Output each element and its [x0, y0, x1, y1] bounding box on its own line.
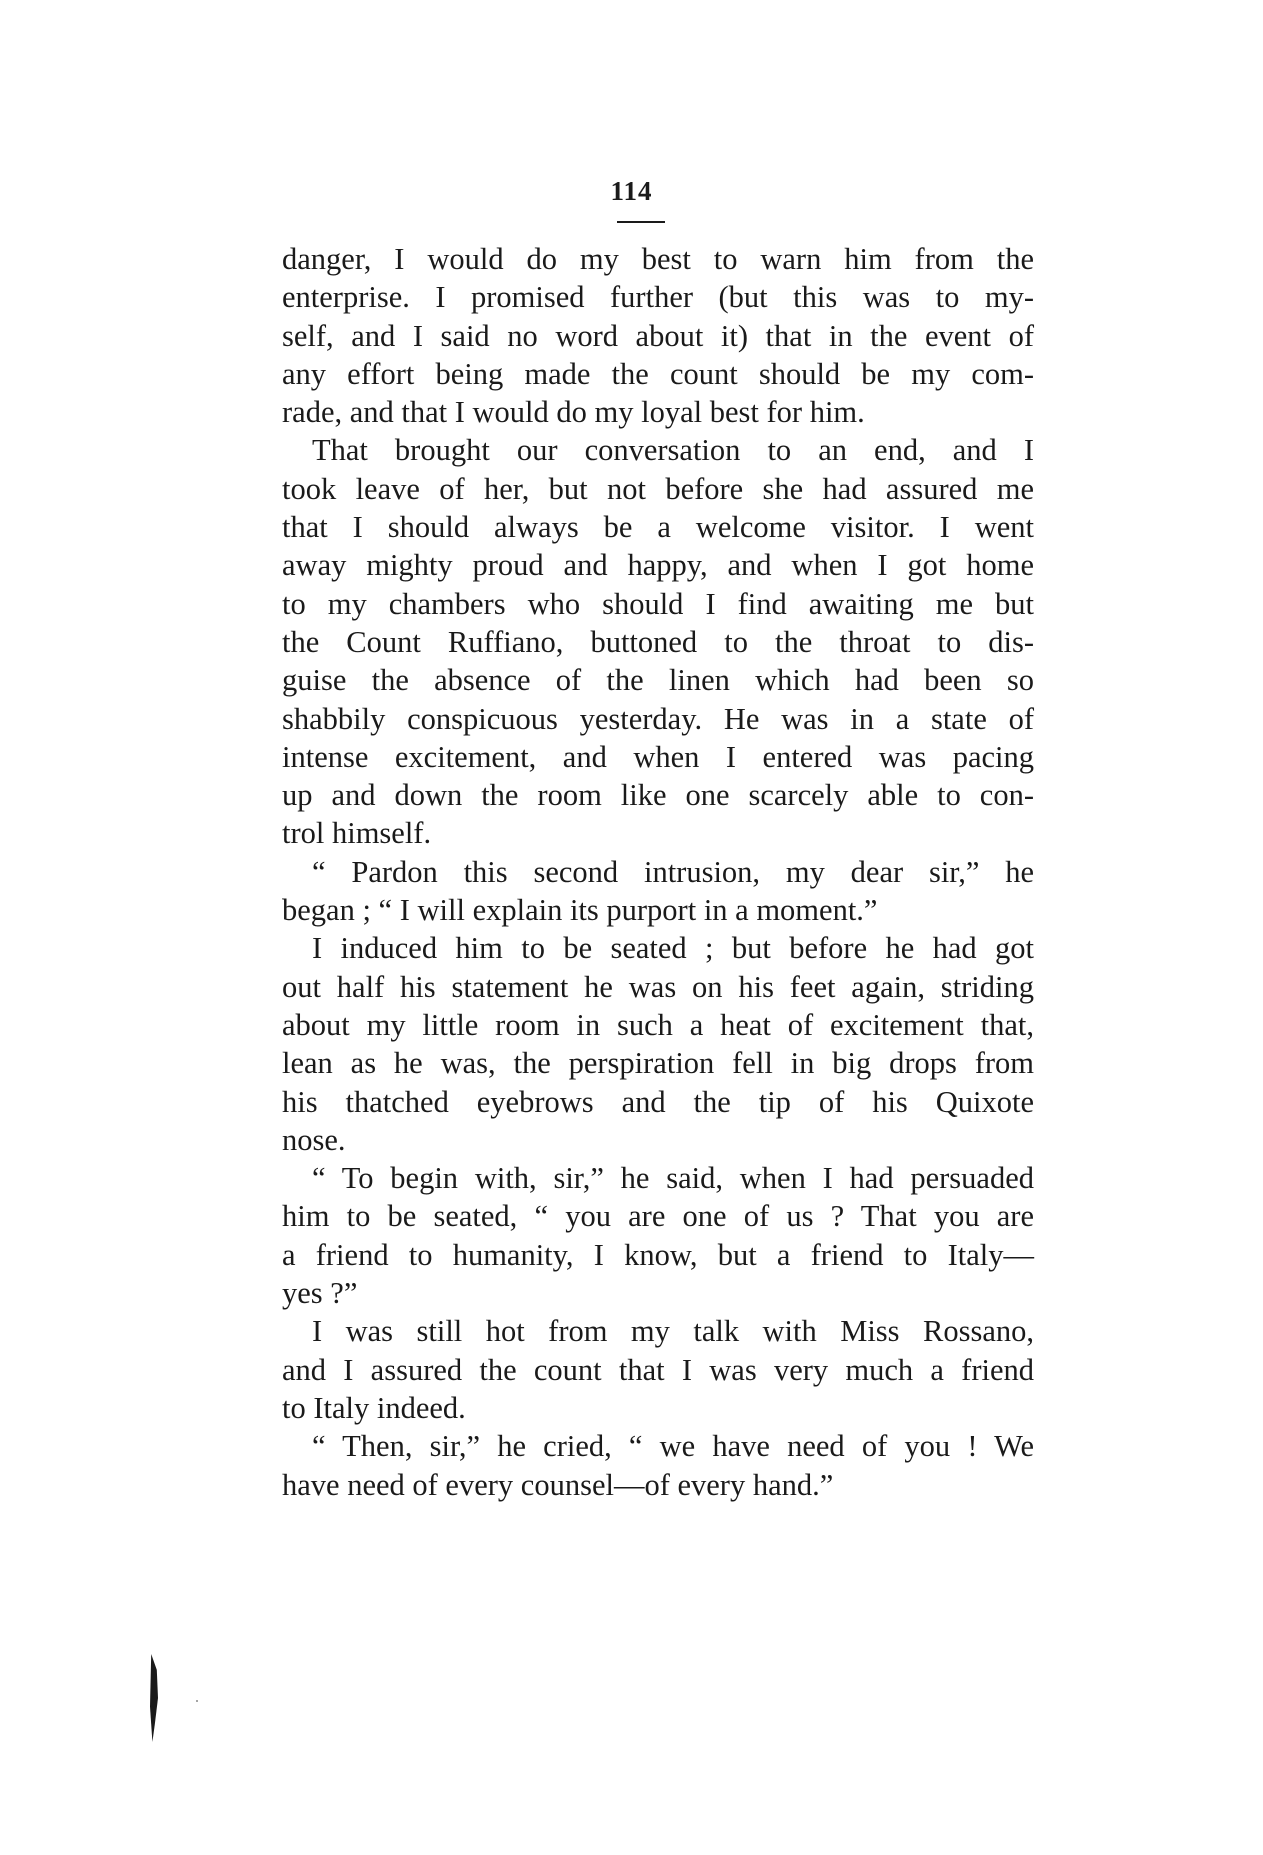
text-line: I induced him to be seated ; but before he had got — [312, 931, 1034, 966]
text-line: self, and I said no word about it) that in the event of — [282, 318, 1034, 353]
text-line: intense excitement, and when I entered was pacing — [282, 739, 1034, 774]
text-line: That brought our conversation to an end, and I — [312, 433, 1034, 468]
text-line: any effort being made the count should be my com- — [282, 356, 1034, 391]
text-line: I was still hot from my talk with Miss Rossano, — [312, 1314, 1034, 1349]
text-line: “ Pardon this second intrusion, my dear sir,” he — [312, 854, 1034, 889]
text-line: took leave of her, but not before she had assured me — [282, 471, 1034, 506]
text-line: and I assured the count that I was very much a friend — [282, 1352, 1034, 1387]
text-line: a friend to humanity, I know, but a friend to Italy— — [282, 1237, 1034, 1272]
text-line: danger, I would do my best to warn him from the — [282, 242, 1034, 276]
text-line: up and down the room like one scarcely able to con- — [282, 778, 1034, 813]
text-line: nose. — [282, 1122, 346, 1157]
text-line: out half his statement he was on his feet again, striding — [282, 969, 1034, 1004]
text-line: his thatched eyebrows and the tip of his Quixote — [282, 1084, 1034, 1119]
text-line: yes ?” — [282, 1276, 358, 1311]
text-line: began ; “ I will explain its purport in a moment.” — [282, 893, 878, 928]
page-number: 114 — [610, 176, 653, 206]
text-line: him to be seated, “ you are one of us ? That you are — [282, 1199, 1034, 1234]
text-line: guise the absence of the linen which had been so — [282, 663, 1034, 698]
text-line: shabbily conspicuous yesterday. He was in a state of — [282, 701, 1034, 736]
text-line: “ Then, sir,” he cried, “ we have need of you ! We — [312, 1429, 1034, 1464]
text-line: trol himself. — [282, 816, 432, 851]
ink-speck — [196, 1700, 198, 1702]
text-line: enterprise. I promised further (but this was to my- — [282, 280, 1034, 315]
text-line: about my little room in such a heat of excitement that, — [282, 1007, 1034, 1042]
text-line: the Count Ruffiano, buttoned to the throat to dis- — [282, 624, 1034, 659]
text-line: have need of every counsel—of every hand.” — [282, 1467, 834, 1502]
body-text — [282, 240, 1034, 1504]
text-line: rade, and that I would do my loyal best for him. — [282, 395, 865, 430]
text-line: away mighty proud and happy, and when I got home — [282, 548, 1034, 583]
margin-ink-mark — [150, 1654, 158, 1742]
text-line: lean as he was, the perspiration fell in big drops from — [282, 1046, 1034, 1081]
text-line: to Italy indeed. — [282, 1390, 466, 1425]
text-line: that I should always be a welcome visitor. I went — [282, 510, 1034, 545]
text-line: “ To begin with, sir,” he said, when I had persuaded — [312, 1161, 1034, 1196]
header-rule — [617, 221, 665, 223]
text-line: to my chambers who should I find awaiting me but — [282, 586, 1034, 621]
